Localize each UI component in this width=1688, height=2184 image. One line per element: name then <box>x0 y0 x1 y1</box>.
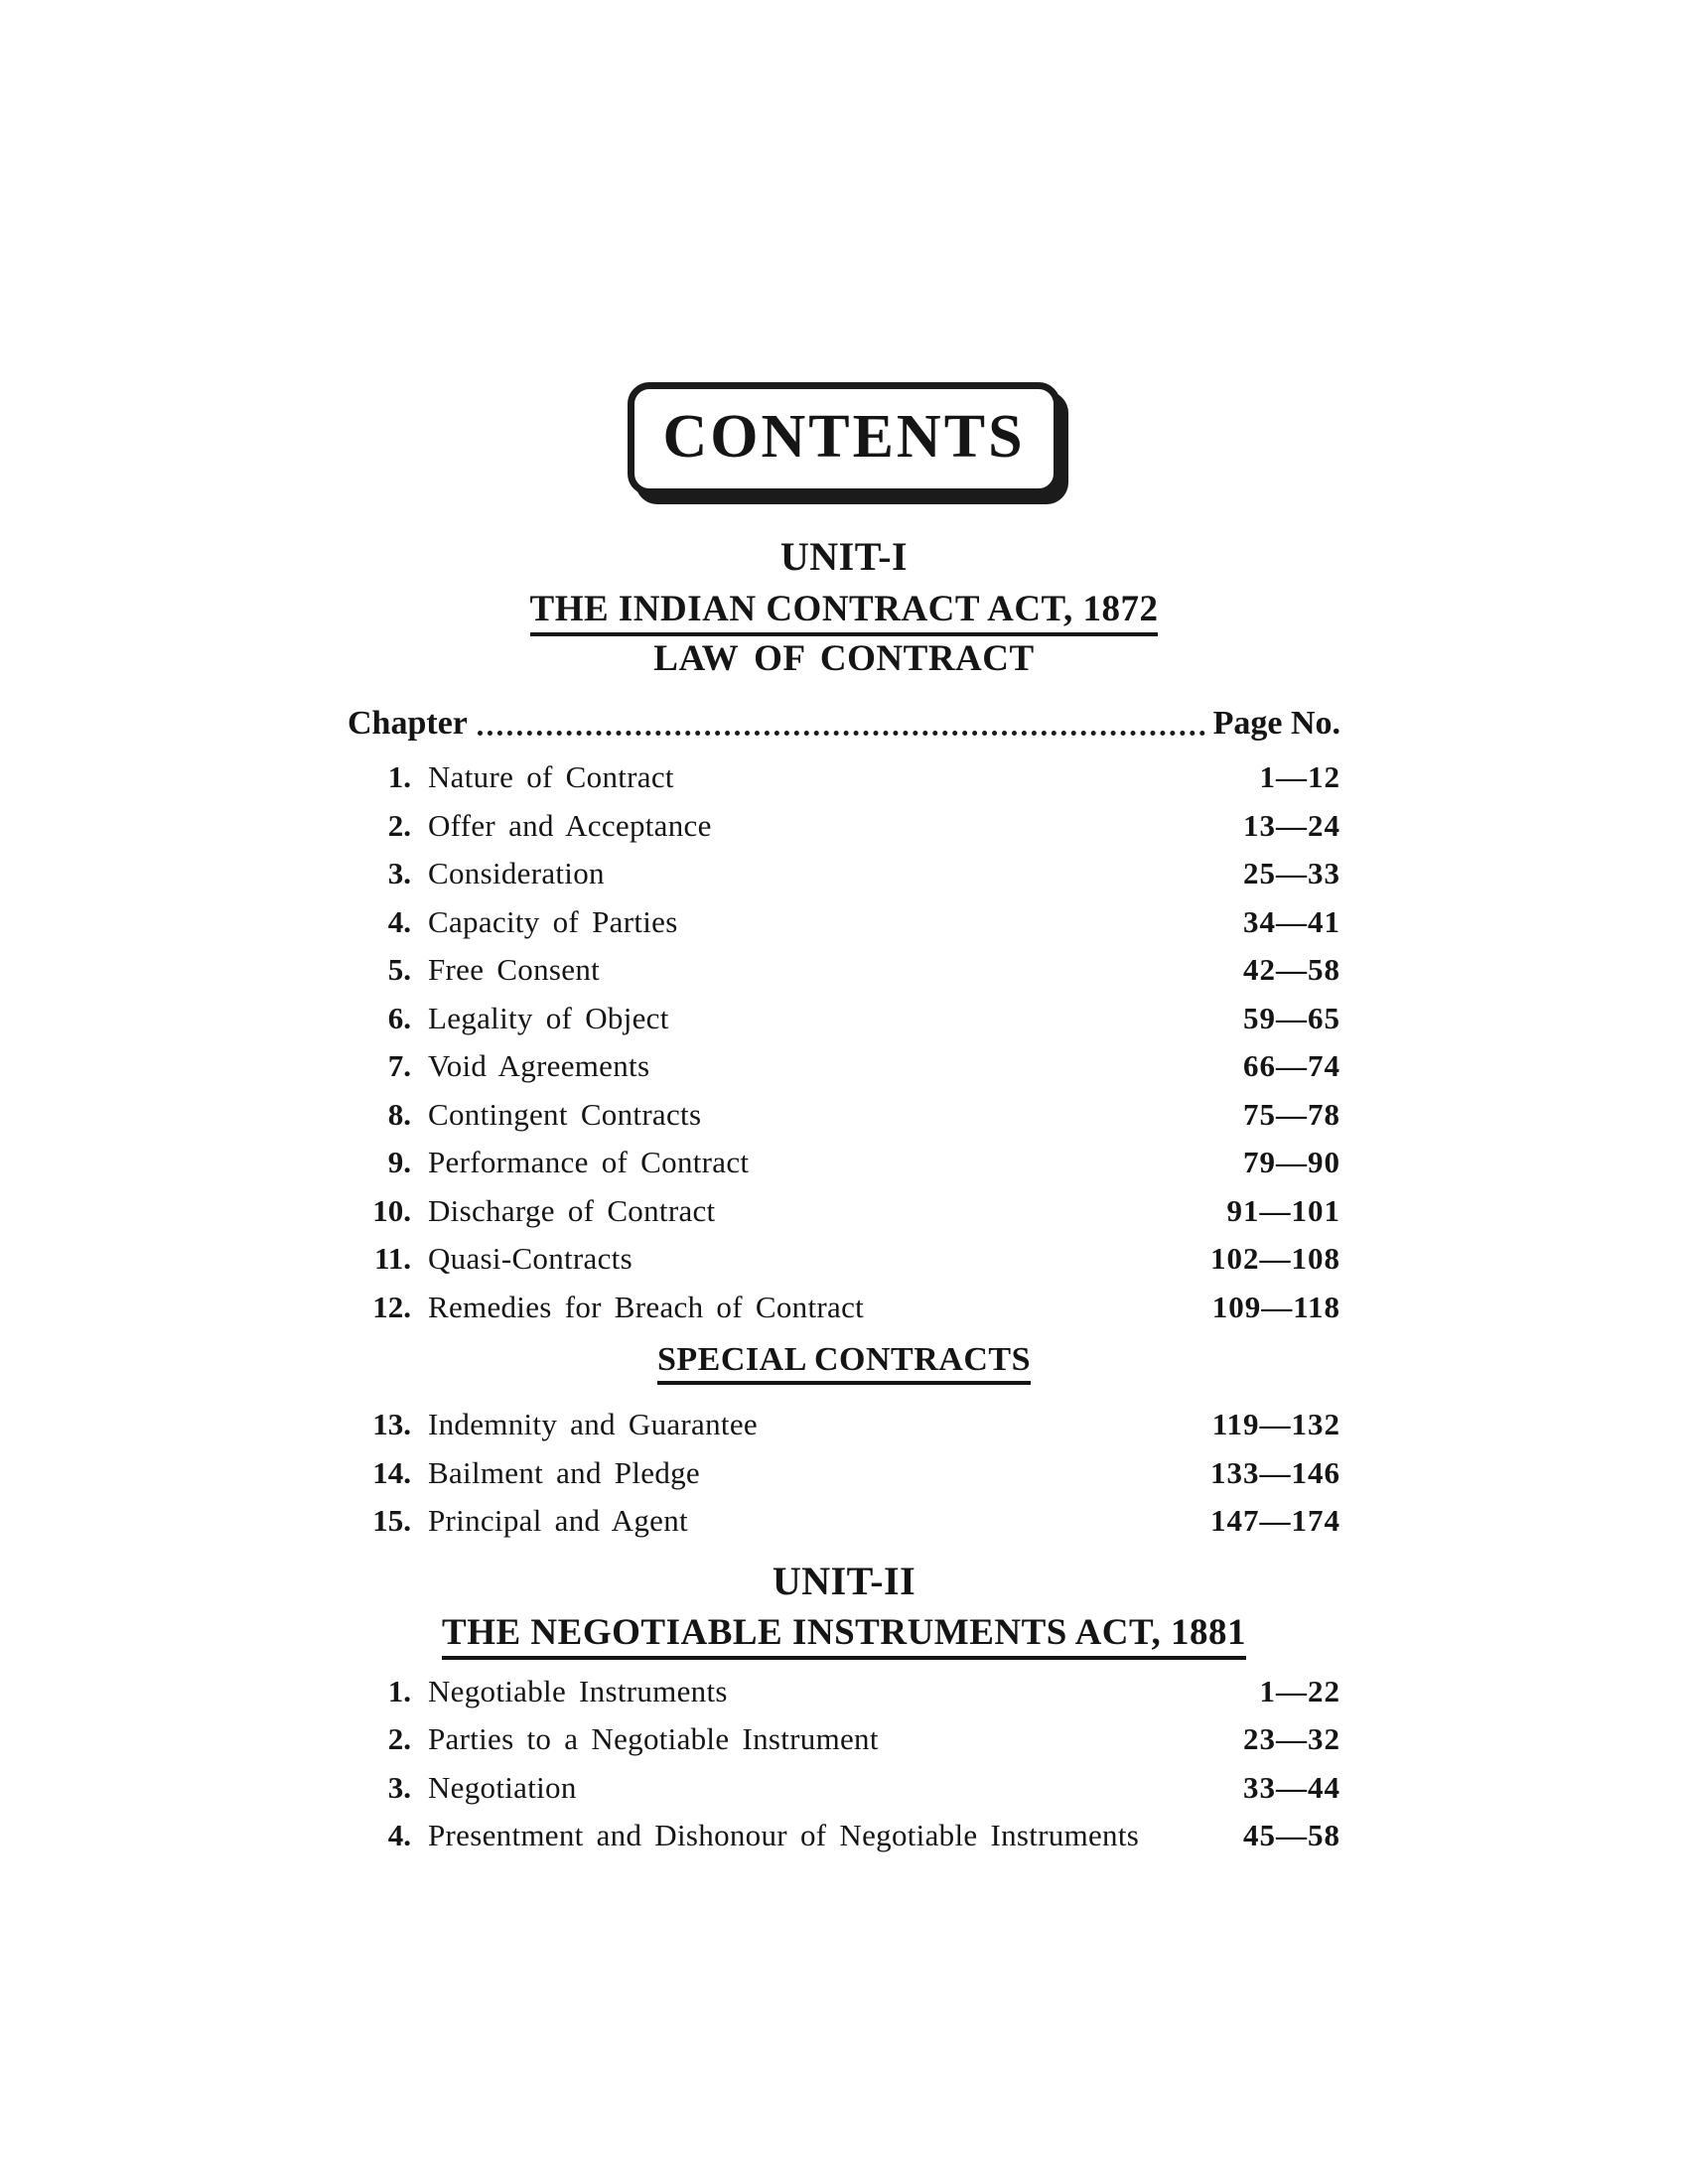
chapter-number: 5. <box>387 952 411 988</box>
unit1-heading: UNIT-I <box>779 534 909 579</box>
content-column <box>348 0 1340 1860</box>
chapter-number: 4. <box>387 903 411 939</box>
chapter-title: Discharge of Contract <box>428 1192 716 1228</box>
dotted-leader <box>478 731 1205 736</box>
toc-row <box>348 1668 1340 1716</box>
toc-row <box>348 1497 1340 1546</box>
toc-row <box>348 1449 1340 1498</box>
special-contracts-list <box>348 1401 1340 1546</box>
chapter-number: 4. <box>387 1818 411 1853</box>
contents-title-box <box>628 382 1060 495</box>
chapter-number: 2. <box>387 807 411 843</box>
chapter-title: Legality of Object <box>428 1000 669 1035</box>
chapter-title: Parties to a Negotiable Instrument <box>428 1721 879 1757</box>
chapter-title: Contingent Contracts <box>428 1096 702 1132</box>
chapter-title: Consideration <box>428 856 605 891</box>
unit2-chapter-list <box>348 1668 1340 1860</box>
toc-row <box>348 898 1340 947</box>
toc-row <box>348 1401 1340 1449</box>
page-range: 75—78 <box>1243 1096 1340 1132</box>
chapter-title: Negotiable Instruments <box>428 1673 728 1708</box>
chapter-number: 9. <box>387 1145 411 1180</box>
chapter-number: 1. <box>387 1673 411 1708</box>
toc-row <box>348 1091 1340 1140</box>
page-range: 119—132 <box>1211 1407 1340 1442</box>
unit2-act-heading <box>348 1610 1340 1656</box>
chapter-number: 14. <box>372 1454 411 1490</box>
page-range: 45—58 <box>1243 1818 1340 1853</box>
page-range: 79—90 <box>1243 1145 1340 1180</box>
toc-row <box>348 753 1340 802</box>
chapter-number: 11. <box>373 1241 411 1277</box>
page-range: 25—33 <box>1243 856 1340 891</box>
chapter-title: Offer and Acceptance <box>428 807 712 843</box>
chapter-title: Presentment and Dishonour of Negotiable Instruments <box>428 1818 1140 1853</box>
chapter-title: Quasi-Contracts <box>428 1241 633 1277</box>
toc-row <box>348 995 1340 1043</box>
chapter-number: 13. <box>372 1407 411 1442</box>
chapter-number: 8. <box>387 1096 411 1132</box>
page-range: 102—108 <box>1210 1241 1340 1277</box>
page-range: 34—41 <box>1243 903 1340 939</box>
toc-row <box>348 802 1340 851</box>
chapter-number: 6. <box>387 1000 411 1035</box>
unit2-heading: UNIT-II <box>772 1558 916 1603</box>
chapter-number: 1. <box>387 759 411 795</box>
chapter-title: Free Consent <box>428 952 601 988</box>
page-range: 109—118 <box>1211 1289 1340 1324</box>
chapter-number: 2. <box>387 1721 411 1757</box>
page-range: 1—22 <box>1259 1673 1340 1708</box>
chapter-number: 15. <box>372 1503 411 1539</box>
page-range: 1—12 <box>1259 759 1340 795</box>
chapter-number: 3. <box>387 1769 411 1805</box>
special-contracts-heading <box>348 1339 1340 1381</box>
chapter-column-label: Chapter <box>348 705 468 742</box>
chapter-number: 10. <box>372 1192 411 1228</box>
special-contracts-title: SPECIAL CONTRACTS <box>657 1341 1031 1385</box>
toc-row <box>348 1187 1340 1236</box>
chapter-number: 12. <box>372 1289 411 1324</box>
chapter-title: Remedies for Breach of Contract <box>428 1289 865 1324</box>
unit1-act-heading <box>348 587 1340 632</box>
unit1-chapter-list <box>348 753 1340 1331</box>
toc-row <box>348 850 1340 898</box>
page-range: 42—58 <box>1243 952 1340 988</box>
toc-row <box>348 1042 1340 1091</box>
page-range: 66—74 <box>1243 1048 1340 1084</box>
toc-row <box>348 1812 1340 1860</box>
page-range: 133—146 <box>1210 1454 1340 1490</box>
page-range: 23—32 <box>1243 1721 1340 1757</box>
chapter-title: Bailment and Pledge <box>428 1454 700 1490</box>
toc-row <box>348 1715 1340 1764</box>
page-range: 59—65 <box>1243 1000 1340 1035</box>
page-range: 13—24 <box>1243 807 1340 843</box>
chapter-title: Void Agreements <box>428 1048 650 1084</box>
toc-row <box>348 1284 1340 1332</box>
page-range: 147—174 <box>1210 1503 1340 1539</box>
chapter-number: 7. <box>387 1048 411 1084</box>
toc-row <box>348 1139 1340 1187</box>
toc-row <box>348 1764 1340 1813</box>
chapter-title: Principal and Agent <box>428 1503 688 1539</box>
chapter-number: 3. <box>387 856 411 891</box>
chapter-title: Nature of Contract <box>428 759 674 795</box>
toc-row <box>348 946 1340 995</box>
page-range: 33—44 <box>1243 1769 1340 1805</box>
chapter-title: Performance of Contract <box>428 1145 750 1180</box>
page-column-label: Page No. <box>1212 705 1340 742</box>
toc-row <box>348 1235 1340 1284</box>
page-title: CONTENTS <box>662 403 1026 471</box>
unit2-act-title: THE NEGOTIABLE INSTRUMENTS ACT, 1881 <box>442 1612 1246 1660</box>
unit1-act-title: THE INDIAN CONTRACT ACT, 1872 <box>530 589 1159 636</box>
unit1-subtitle: LAW OF CONTRACT <box>653 638 1035 679</box>
chapter-title: Indemnity and Guarantee <box>428 1407 758 1442</box>
chapter-title: Capacity of Parties <box>428 903 678 939</box>
page-range: 91—101 <box>1226 1192 1340 1228</box>
chapter-title: Negotiation <box>428 1769 577 1805</box>
toc-column-header <box>348 704 1340 744</box>
